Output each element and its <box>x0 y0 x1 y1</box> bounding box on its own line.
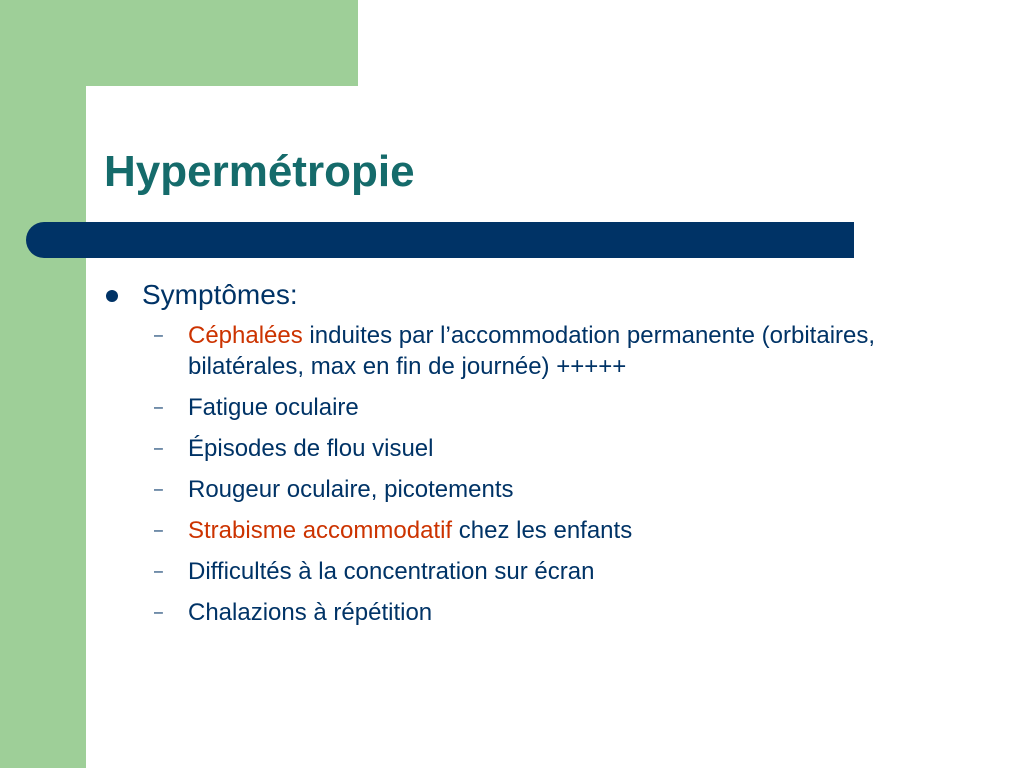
dash-icon: – <box>154 399 163 416</box>
title-underline-bar <box>26 222 854 258</box>
symptom-rest: chez les enfants <box>452 517 633 544</box>
slide-content <box>104 276 984 638</box>
symptom-text <box>188 320 984 382</box>
symptom-rest: Chalazions à répétition <box>188 599 433 626</box>
slide-title: Hypermétropie <box>104 147 415 196</box>
dash-icon: – <box>154 481 163 498</box>
symptom-text <box>188 597 984 628</box>
symptom-rest: Rougeur oculaire, picotements <box>188 476 514 503</box>
symptom-item <box>150 515 984 546</box>
symptom-rest: induites par l’accommodation permanente (orbitaires, bilatérales, max en fin de journée) +++++ <box>188 322 876 380</box>
symptom-rest: Épisodes de flou visuel <box>188 435 434 462</box>
symptom-text <box>188 433 984 464</box>
decorative-green-strip <box>0 0 86 768</box>
dash-icon: – <box>154 327 163 344</box>
symptom-list <box>104 320 984 628</box>
dash-icon: – <box>154 440 163 457</box>
symptom-rest: Difficultés à la concentration sur écran <box>188 558 595 585</box>
symptom-item <box>150 556 984 587</box>
symptom-rest: Fatigue oculaire <box>188 394 359 421</box>
bullet-item <box>104 276 984 314</box>
symptom-item <box>150 474 984 505</box>
bullet-text: Symptômes: <box>142 279 298 310</box>
symptom-item <box>150 433 984 464</box>
dash-icon: – <box>154 604 163 621</box>
symptom-highlight: Strabisme accommodatif <box>188 517 453 544</box>
dash-icon: – <box>154 563 163 580</box>
symptom-item <box>150 392 984 423</box>
symptom-text <box>188 515 984 546</box>
dash-icon: – <box>154 522 163 539</box>
symptom-item <box>150 320 984 382</box>
symptom-highlight: Céphalées <box>188 322 303 349</box>
symptom-text <box>188 392 984 423</box>
symptom-item <box>150 597 984 628</box>
decorative-rounded-corner <box>86 86 146 146</box>
bullet-dot-icon <box>106 290 118 302</box>
decorative-green-block <box>0 0 358 86</box>
symptom-text <box>188 474 984 505</box>
symptom-text <box>188 556 984 587</box>
